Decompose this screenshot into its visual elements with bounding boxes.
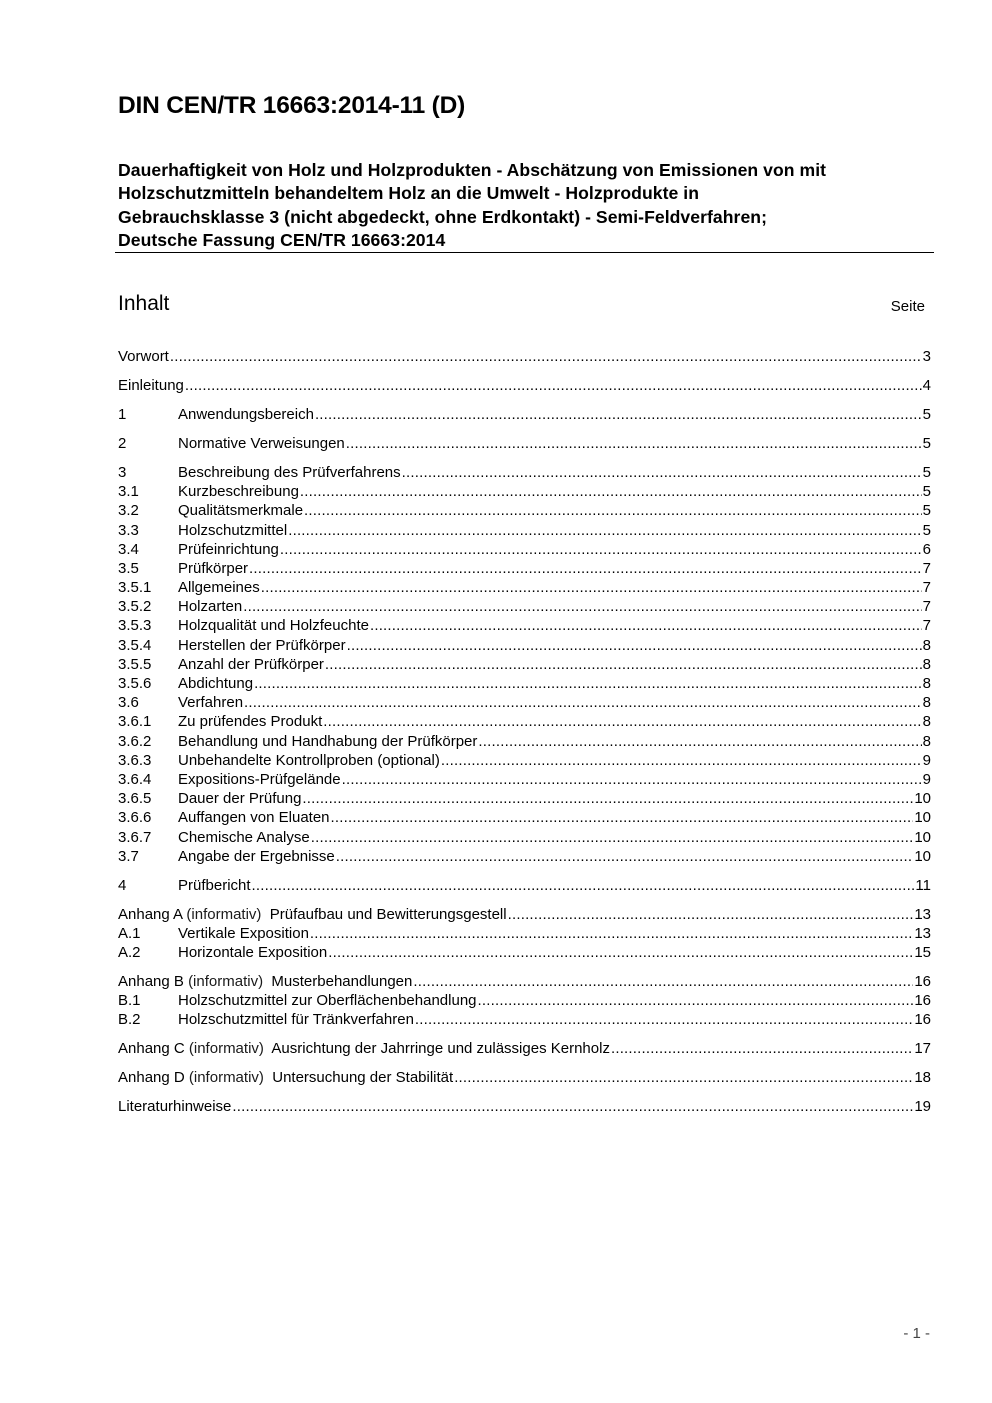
toc-entry-number: 1 — [118, 405, 127, 423]
toc-entry[interactable] — [118, 991, 931, 1010]
toc-dot-leader — [508, 905, 914, 924]
toc-entry-title — [178, 482, 299, 501]
toc-entry-number: 3.6.2 — [118, 732, 152, 750]
document-title-line: Holzschutzmitteln behandeltem Holz an die Umwelt - Holzprodukte in — [118, 183, 699, 204]
toc-entry[interactable] — [118, 876, 931, 895]
toc-entry[interactable] — [118, 559, 931, 578]
toc-entry-informative-tag: (informativ) — [186, 905, 262, 923]
toc-entry-title — [178, 847, 335, 866]
toc-entry-label: Expositions-Prüfgelände — [178, 770, 341, 788]
toc-entry-number: 3.3 — [118, 521, 139, 539]
toc-entry-title — [178, 943, 327, 962]
toc-entry-page: 5 — [922, 434, 931, 452]
toc-entry-page: 8 — [922, 655, 931, 673]
toc-dot-leader — [454, 1068, 913, 1087]
toc-entry[interactable] — [118, 597, 931, 616]
toc-entry-number: 3.6.6 — [118, 809, 152, 827]
toc-entry-page: 8 — [922, 732, 931, 750]
toc-entry[interactable] — [118, 482, 931, 501]
toc-entry-page: 8 — [922, 636, 931, 654]
toc-entry-number: 3.6.3 — [118, 751, 152, 769]
toc-entry-label: Horizontale Exposition — [178, 944, 328, 962]
toc-entry-page: 10 — [914, 790, 931, 808]
toc-entry-page: 19 — [914, 1098, 931, 1116]
toc-entry-label: Prüfbericht — [178, 876, 251, 894]
toc-entry-page: 13 — [914, 905, 931, 923]
toc-entry-title — [178, 770, 341, 789]
toc-entry-number: A.1 — [118, 924, 141, 942]
toc-entry-title — [178, 828, 310, 847]
toc-entry[interactable] — [118, 501, 931, 520]
toc-entry-title — [178, 808, 330, 827]
toc-entry-label: Untersuchung der Stabilität — [272, 1069, 454, 1087]
toc-entry-page: 5 — [922, 521, 931, 539]
toc-entry-page: 8 — [922, 675, 931, 692]
toc-entry-label: Anwendungsbereich — [178, 405, 314, 423]
toc-entry-label: Chemische Analyse — [178, 828, 310, 846]
toc-dot-leader — [323, 712, 921, 731]
toc-entry-number: 2 — [118, 434, 127, 452]
toc-dot-leader — [315, 405, 922, 424]
toc-dot-leader — [261, 578, 922, 597]
toc-entry-label: Normative Verweisungen — [178, 434, 345, 452]
toc-entry[interactable] — [118, 540, 931, 559]
toc-entry-label: Behandlung und Handhabung der Prüfkörper — [178, 732, 478, 750]
toc-dot-leader — [254, 674, 922, 693]
toc-entry-title — [178, 732, 477, 751]
toc-entry-label: Dauer der Prüfung — [178, 790, 302, 808]
toc-entry-number: 3.4 — [118, 540, 139, 558]
toc-entry[interactable] — [118, 347, 931, 366]
toc-entry[interactable] — [118, 808, 931, 827]
toc-dot-leader — [232, 1097, 913, 1116]
document-title-line: Gebrauchsklasse 3 (nicht abgedeckt, ohne Erdkontakt) - Semi-Feldverfahren; — [118, 206, 767, 227]
toc-entry-title — [178, 559, 248, 578]
toc-entry-label: Prüfaufbau und Bewitterungsgestell — [269, 905, 507, 923]
toc-entry-page: 5 — [922, 502, 931, 520]
toc-dot-leader — [478, 732, 921, 751]
toc-entry-label: Holzschutzmittel — [178, 521, 288, 539]
toc-entry-page: 5 — [922, 463, 931, 481]
toc-entry-number: 4 — [118, 876, 127, 894]
toc-entry-label: Verfahren — [178, 694, 244, 712]
toc-entry-label: Ausrichtung der Jahrringe und zulässiges Kernholz — [271, 1040, 610, 1058]
toc-entry-title — [178, 501, 303, 520]
toc-entry-number: 3.7 — [118, 847, 139, 865]
document-title — [118, 159, 938, 253]
toc-entry[interactable] — [118, 924, 931, 943]
toc-entry[interactable] — [118, 1097, 931, 1116]
toc-dot-leader — [243, 597, 921, 616]
toc-entry-informative-tag: (informativ) — [188, 1040, 264, 1058]
toc-dot-leader — [415, 1010, 913, 1029]
toc-entry[interactable] — [118, 943, 931, 962]
toc-entry-page: 5 — [922, 483, 931, 501]
toc-entry-number: 3.6.1 — [118, 713, 152, 731]
toc-entry[interactable] — [118, 712, 931, 731]
toc-entry[interactable] — [118, 463, 931, 482]
toc-entry-number: 3.5.3 — [118, 617, 152, 635]
toc-dot-leader — [280, 540, 922, 559]
toc-dot-leader — [478, 991, 914, 1010]
page-number: - 1 - — [903, 1325, 930, 1342]
toc-entry-label: Zu prüfendes Produkt — [178, 713, 323, 731]
toc-dot-leader — [342, 770, 922, 789]
toc-entry-page: 8 — [922, 713, 931, 731]
toc-entry-label: Holzschutzmittel für Tränkverfahren — [178, 1011, 414, 1029]
toc-entry-number: 3 — [118, 463, 127, 481]
toc-entry-title — [118, 1097, 231, 1116]
toc-dot-leader — [252, 876, 915, 895]
toc-entry[interactable] — [118, 828, 931, 847]
toc-entry-label: Qualitätsmerkmale — [178, 502, 304, 520]
toc-entry[interactable] — [118, 521, 931, 540]
toc-entry[interactable] — [118, 905, 931, 924]
toc-dot-leader — [244, 693, 922, 712]
toc-entry-page: 7 — [922, 598, 931, 616]
toc-dot-leader — [336, 847, 914, 866]
toc-entry-title — [178, 578, 260, 597]
toc-entry[interactable] — [118, 732, 931, 751]
toc-entry-number: 3.5.4 — [118, 636, 152, 654]
toc-entry-title — [178, 693, 243, 712]
toc-entry[interactable] — [118, 578, 931, 597]
toc-entry-number: 3.6.5 — [118, 790, 152, 808]
toc-entry-number: 3.5 — [118, 559, 139, 577]
toc-entry-page: 13 — [914, 924, 931, 942]
toc-entry[interactable] — [118, 616, 931, 635]
toc-entry-title — [178, 616, 369, 635]
toc-entry-page: 7 — [922, 559, 931, 577]
toc-entry-title — [118, 347, 169, 366]
toc-entry-page: 17 — [914, 1040, 931, 1058]
toc-entry-prefix: Anhang D — [118, 1069, 185, 1087]
toc-entry-label: Prüfeinrichtung — [178, 540, 279, 558]
toc-entry-title — [178, 674, 253, 693]
toc-entry[interactable] — [118, 972, 931, 991]
toc-entry-title — [118, 1068, 453, 1087]
toc-entry-label: Holzarten — [178, 598, 243, 616]
toc-dot-leader — [346, 434, 922, 453]
toc-entry-page: 18 — [914, 1069, 931, 1087]
toc-dot-leader — [185, 376, 922, 395]
toc-entry-page: 10 — [914, 809, 931, 827]
toc-dot-leader — [304, 501, 922, 520]
toc-dot-leader — [249, 559, 922, 578]
toc-entry-prefix: Anhang B — [118, 973, 184, 991]
toc-entry[interactable] — [118, 1010, 931, 1029]
toc-entry-page: 8 — [922, 694, 931, 712]
toc-entry-prefix: Anhang A — [118, 905, 183, 923]
toc-entry-number: 3.6.7 — [118, 828, 152, 846]
toc-entry-title — [178, 876, 251, 895]
toc-entry-label: Auffangen von Eluaten — [178, 809, 330, 827]
toc-entry-page: 11 — [915, 876, 931, 894]
toc-entry-page: 10 — [914, 828, 931, 846]
toc-entry[interactable] — [118, 434, 931, 453]
toc-dot-leader — [310, 924, 913, 943]
toc-entry-label: Allgemeines — [178, 579, 260, 597]
toc-entry-title — [118, 905, 507, 924]
toc-entry-number: 3.2 — [118, 502, 139, 520]
toc-dot-leader — [325, 655, 922, 674]
toc-entry[interactable] — [118, 770, 931, 789]
toc-dot-leader — [311, 828, 914, 847]
toc-dot-leader — [441, 751, 922, 770]
toc-entry-number: 3.6 — [118, 694, 139, 712]
toc-entry[interactable] — [118, 1039, 931, 1058]
toc-entry-informative-tag: (informativ) — [188, 1069, 264, 1087]
toc-entry-title — [178, 991, 477, 1010]
toc-entry[interactable] — [118, 847, 931, 866]
toc-entry-label: Herstellen der Prüfkörper — [178, 636, 346, 654]
toc-entry-title — [178, 655, 324, 674]
toc-entry-page: 5 — [922, 405, 931, 423]
toc-entry-title — [178, 540, 279, 559]
toc-dot-leader — [402, 463, 922, 482]
toc-entry-prefix: Vorwort — [118, 348, 169, 365]
toc-entry-title — [178, 636, 346, 655]
toc-entry-label: Beschreibung des Prüfverfahrens — [178, 463, 401, 481]
toc-entry-page: 6 — [922, 540, 931, 558]
toc-dot-leader — [300, 482, 922, 501]
toc-entry-label: Angabe der Ergebnisse — [178, 847, 335, 865]
toc-entry-label: Vertikale Exposition — [178, 924, 309, 942]
toc-entry-number: B.1 — [118, 992, 141, 1010]
toc-entry-title — [178, 463, 401, 482]
toc-entry[interactable] — [118, 1068, 931, 1087]
toc-entry-page: 10 — [914, 847, 931, 865]
toc-dot-leader — [288, 521, 921, 540]
toc-entry-label: Abdichtung — [178, 675, 254, 692]
table-of-contents — [118, 347, 931, 1117]
toc-entry-page: 9 — [922, 751, 931, 769]
toc-entry-label: Prüfkörper — [178, 559, 249, 577]
toc-entry-title — [178, 1010, 414, 1029]
toc-entry-label: Holzschutzmittel zur Oberflächenbehandlung — [178, 992, 477, 1010]
toc-entry[interactable] — [118, 751, 931, 770]
title-divider — [115, 252, 934, 253]
toc-entry-prefix: Literaturhinweise — [118, 1098, 232, 1116]
toc-entry-number: 3.5.5 — [118, 655, 152, 673]
toc-entry-title — [118, 376, 184, 395]
toc-entry-label: Anzahl der Prüfkörper — [178, 655, 324, 673]
toc-entry-title — [118, 972, 412, 991]
toc-entry[interactable] — [118, 789, 931, 808]
toc-entry-page: 7 — [922, 617, 931, 635]
toc-entry-page: 4 — [922, 376, 931, 394]
toc-entry-title — [178, 751, 440, 770]
toc-entry[interactable] — [118, 674, 931, 693]
toc-entry-page: 9 — [922, 770, 931, 788]
toc-entry-number: 3.5.2 — [118, 598, 152, 616]
toc-dot-leader — [331, 808, 914, 827]
toc-entry-page: 15 — [914, 944, 931, 962]
toc-entry-prefix: Anhang C — [118, 1040, 185, 1058]
toc-dot-leader — [347, 636, 922, 655]
toc-entry[interactable] — [118, 693, 931, 712]
toc-entry-page: 7 — [922, 579, 931, 597]
toc-entry-number: A.2 — [118, 944, 141, 962]
toc-entry-page: 16 — [914, 973, 931, 991]
document-title-line: Deutsche Fassung CEN/TR 16663:2014 — [118, 230, 446, 251]
toc-entry-page: 16 — [914, 992, 931, 1010]
toc-entry-title — [178, 597, 242, 616]
toc-entry-label: Musterbehandlungen — [271, 973, 413, 991]
toc-entry-page: 3 — [922, 348, 931, 365]
toc-page-column-label: Seite — [890, 298, 925, 315]
toc-dot-leader — [370, 616, 922, 635]
toc-entry-number: B.2 — [118, 1011, 141, 1029]
toc-entry-title — [178, 712, 322, 731]
toc-entry[interactable] — [118, 376, 931, 395]
toc-entry-title — [178, 434, 345, 453]
toc-dot-leader — [302, 789, 913, 808]
toc-entry-title — [178, 405, 314, 424]
toc-dot-leader — [328, 943, 913, 962]
toc-entry-page: 16 — [914, 1011, 931, 1029]
toc-entry-number: 3.5.1 — [118, 579, 152, 597]
toc-entry-informative-tag: (informativ) — [188, 973, 264, 991]
toc-entry-number: 3.6.4 — [118, 770, 152, 788]
toc-dot-leader — [413, 972, 913, 991]
toc-entry-title — [178, 521, 287, 540]
toc-entry-label: Holzqualität und Holzfeuchte — [178, 617, 369, 635]
toc-entry-prefix: Einleitung — [118, 376, 184, 394]
toc-dot-leader — [611, 1039, 913, 1058]
toc-heading: Inhalt — [118, 292, 170, 315]
document-title-line: Dauerhaftigkeit von Holz und Holzprodukten - Abschätzung von Emissionen von mit — [118, 160, 827, 180]
toc-entry-number: 3.5.6 — [118, 675, 152, 692]
toc-dot-leader — [170, 347, 922, 366]
toc-entry-title — [178, 924, 309, 943]
toc-entry-title — [118, 1039, 610, 1058]
toc-entry[interactable] — [118, 655, 931, 674]
toc-entry[interactable] — [118, 405, 931, 424]
toc-entry[interactable] — [118, 636, 931, 655]
document-id: DIN CEN/TR 16663:2014-11 (D) — [118, 92, 466, 119]
toc-entry-number: 3.1 — [118, 483, 139, 501]
toc-entry-label: Kurzbeschreibung — [178, 483, 299, 501]
toc-entry-title — [178, 789, 301, 808]
toc-entry-label: Unbehandelte Kontrollproben (optional) — [178, 751, 440, 769]
